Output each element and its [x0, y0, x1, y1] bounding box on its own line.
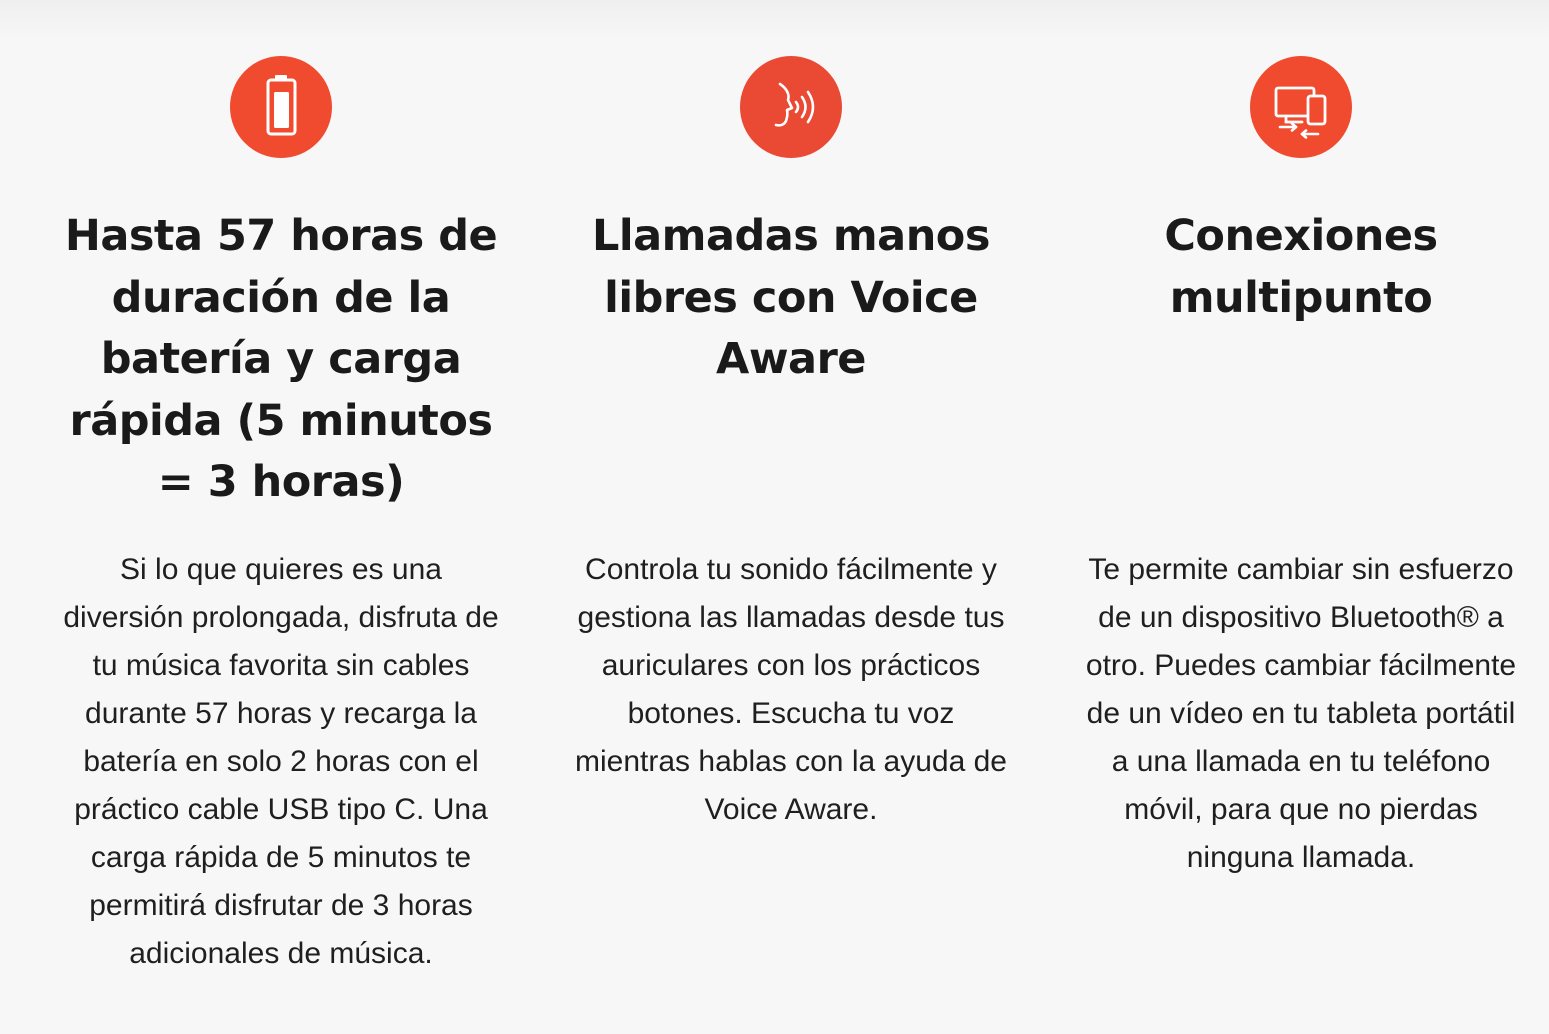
feature-description: Controla tu sonido fácilmente y gestiona las llamadas desde tus auriculares con los prácticos botones. Escucha tu voz mientras hablas con la ayuda de Voice Aware. — [575, 553, 1007, 826]
feature-title: Hasta 57 horas de duración de la batería y carga rápida (5 minutos = 3 horas) — [64, 211, 498, 507]
voice-aware-icon — [740, 56, 842, 158]
feature-title: Llamadas manos libres con Voice Aware — [592, 211, 990, 384]
multipoint-devices-icon — [1250, 56, 1352, 158]
feature-voice-aware — [556, 56, 1026, 834]
feature-description: Te permite cambiar sin esfuerzo de un dispositivo Bluetooth® a otro. Puedes cambiar fácilmente de un vídeo en tu tableta portátil a una llamada en tu teléfono móvil, para que no pierdas ninguna llamada. — [1085, 553, 1517, 874]
feature-title: Conexiones multipunto — [1164, 211, 1438, 323]
feature-multipoint — [1066, 56, 1536, 882]
feature-battery — [46, 56, 516, 978]
battery-icon — [230, 56, 332, 158]
feature-description: Si lo que quieres es una diversión prolongada, disfruta de tu música favorita sin cables durante 57 horas y recarga la batería en solo 2 horas con el práctico cable USB tipo C. Una carga rápida de 5 minutos te permitirá disfrutar de 3 horas adicionales de música. — [63, 553, 499, 970]
